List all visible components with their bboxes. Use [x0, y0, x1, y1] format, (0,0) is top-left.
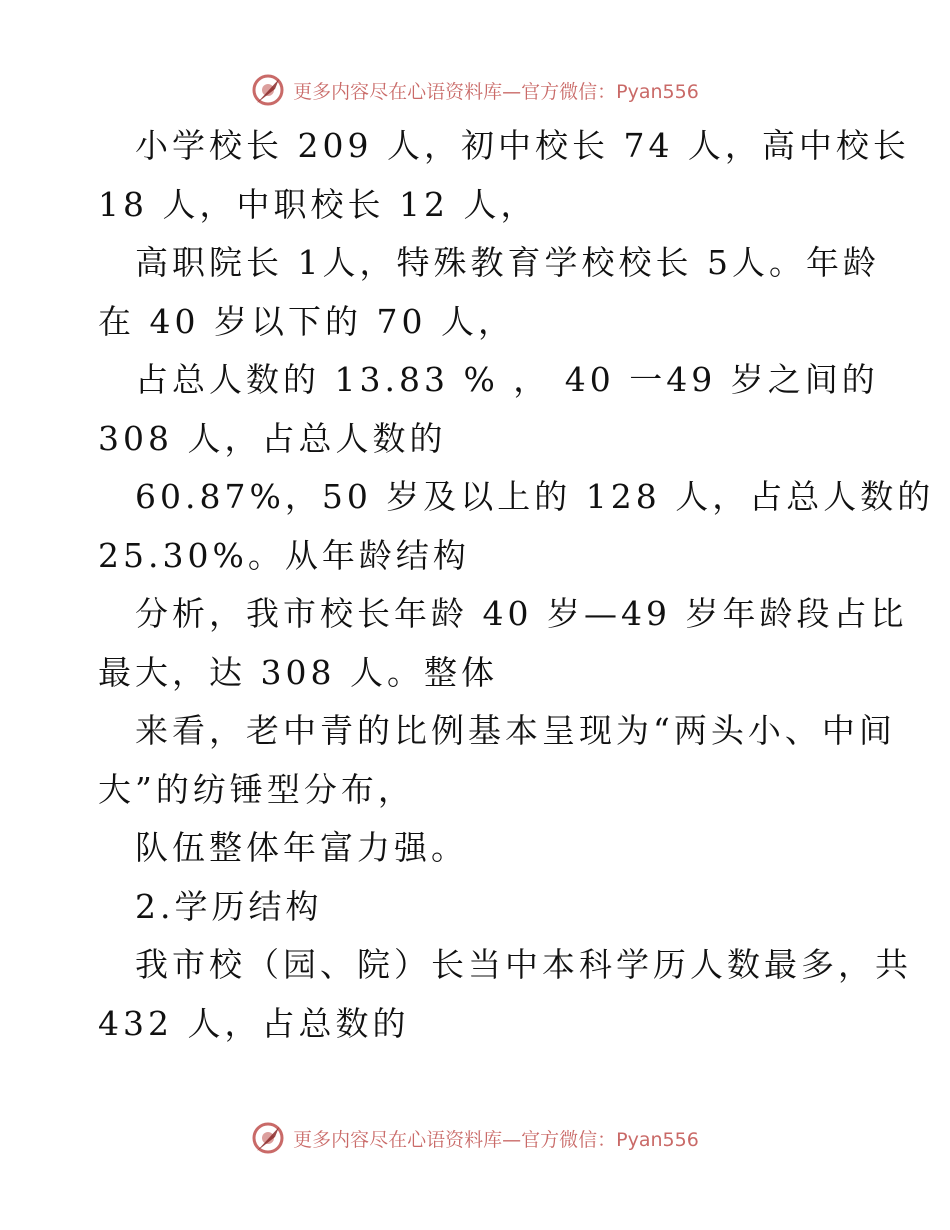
body-line: 队伍整体年富力强。 [135, 828, 468, 867]
watermark-text: 更多内容尽在心语资料库—官方微信：Pyan556 [293, 80, 699, 103]
body-line: 最大，达 308 人。整体 [98, 652, 498, 692]
body-line: 来看，老中青的比例基本呈现为“两头小、中间 [135, 711, 896, 750]
watermark-footer [0, 1118, 950, 1158]
quill-logo-icon [251, 73, 285, 107]
body-line: 占总人数的 13.83 % ， 40 一49 岁之间的 [135, 360, 879, 399]
watermark-text: 更多内容尽在心语资料库—官方微信：Pyan556 [293, 1128, 699, 1151]
body-line: 25.30%。从年龄结构 [98, 535, 470, 575]
body-line: 分析，我市校长年龄 40 岁—49 岁年龄段占比 [135, 594, 908, 633]
body-line: 高职院长 1人，特殊教育学校校长 5人。年龄 [135, 243, 880, 282]
body-line: 我市校（园、院）长当中本科学历人数最多，共 [135, 945, 912, 984]
body-line: 60.87%，50 岁及以上的 128 人，占总人数的 [135, 477, 935, 516]
document-body [98, 117, 935, 1053]
section-heading: 2.学历结构 [135, 886, 323, 926]
body-line: 在 40 岁以下的 70 人， [98, 301, 515, 341]
body-line: 308 人，占总人数的 [98, 418, 447, 458]
body-line: 大”的纺锤型分布， [98, 769, 415, 809]
quill-logo-icon [251, 1121, 285, 1155]
body-line: 小学校长 209 人，初中校长 74 人，高中校长 [135, 126, 910, 165]
body-line: 18 人，中职校长 12 人， [98, 184, 538, 224]
watermark-header [0, 70, 950, 110]
body-line: 432 人，占总数的 [98, 1003, 410, 1043]
